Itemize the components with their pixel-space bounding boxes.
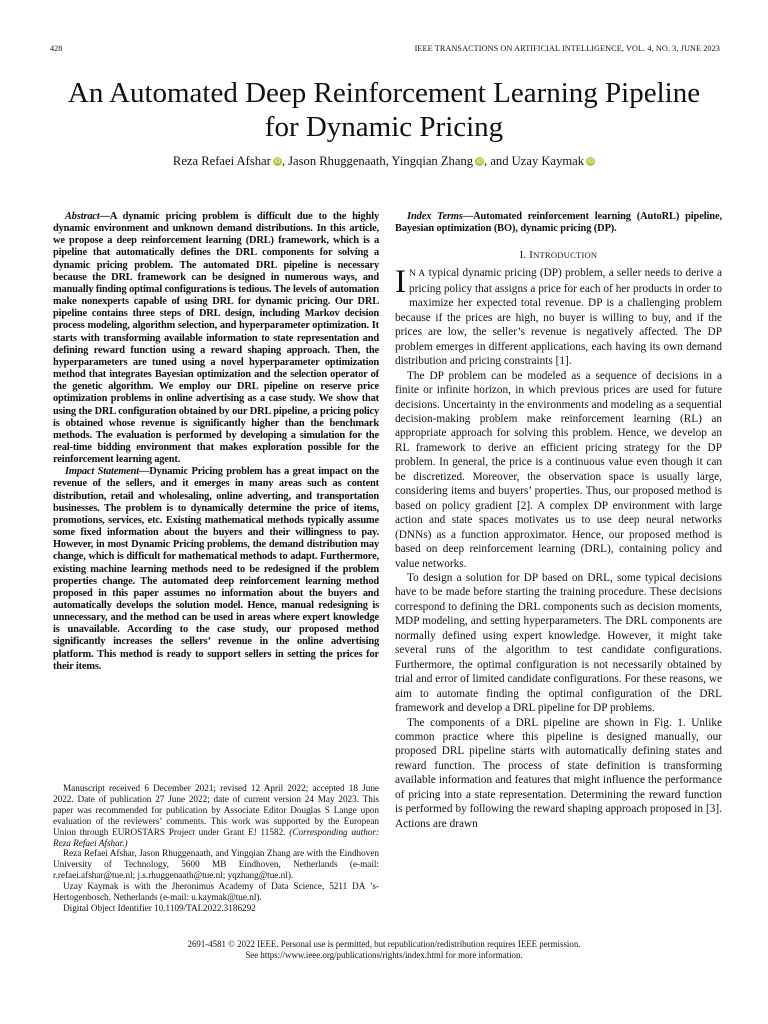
author-1: Reza Refaei Afshar xyxy=(172,154,271,168)
orcid-icon[interactable]: iD xyxy=(274,158,281,165)
abstract xyxy=(53,211,379,466)
section-title-initial: I xyxy=(529,249,534,262)
impact-statement xyxy=(53,466,379,673)
index-terms-label: Index Terms xyxy=(407,211,463,222)
footnote-doi: Digital Object Identifier 10.1109/TAI.2022.3186292 xyxy=(63,902,256,913)
page-number: 428 xyxy=(50,44,63,53)
footnote-affiliation-2: Uzay Kaymak is with the Jheronimus Academy of Data Science, 5211 DA ’s-Hertogenbosch, Netherlands (e-mail: u.kaymak@tue.nl). xyxy=(53,881,379,903)
section-number: I. xyxy=(519,249,530,262)
copyright-line: 2691-4581 © 2022 IEEE. Personal use is permitted, but republication/redistribution requires IEEE permission. xyxy=(187,939,581,949)
right-column xyxy=(395,211,722,831)
copyright-footer xyxy=(0,939,768,961)
rights-link-line: See https://www.ieee.org/publications/rights/index.html for more information. xyxy=(245,950,523,960)
left-column xyxy=(53,211,379,673)
footnotes xyxy=(53,783,379,914)
journal-name: IEEE TRANSACTIONS ON ARTIFICIAL INTELLIGENCE, VOL. 4, NO. 3, JUNE 2023 xyxy=(414,44,720,53)
author-2-3: , Jason Rhuggenaath, Yingqian Zhang xyxy=(281,154,474,168)
orcid-icon[interactable]: iD xyxy=(587,158,594,165)
abstract-label: Abstract xyxy=(65,211,100,222)
author-4: , and Uzay Kaymak xyxy=(484,154,585,168)
footnote-affiliation-1: Reza Refaei Afshar, Jason Rhuggenaath, and Yingqian Zhang are with the Eindhoven University of Technology, 5600 MB Eindhoven, Netherlands (e-mail: r.refaei.afshar@tue.nl; j.s.rhuggenaath@tue.nl; yqzhang@tue.nl). xyxy=(53,848,379,881)
intro-smallcaps: N A xyxy=(409,269,426,280)
intro-paragraph-1 xyxy=(395,266,722,368)
footnote-manuscript-text: Manuscript received 6 December 2021; revised 12 April 2022; accepted 18 June 2022. Date of publication 27 June 2022; date of current version 24 May 2023. This paper was recommended for publication by Associate Editor Douglas S Lange upon evaluation of the reviewers’ comments. This work was supported by the European Union through EUROSTARS Project under Grant E! 11582. xyxy=(53,783,379,837)
impact-label: Impact Statement xyxy=(65,466,139,478)
orcid-icon[interactable]: iD xyxy=(476,158,483,165)
intro-paragraph-3: To design a solution for DP based on DRL, some typical decisions have to be made before starting the training procedure. These decisions correspond to defining the DRL components such as decision moments, MDP modeling, and setting hyperparameters. The DRL components are normally defined using expert knowledge. However, it might take several runs of the algorithm to test candidate configurations. Furthermore, the optimal configuration is not necessarily obtained by trial and error of limited candidate configurations. For these reasons, we aim to automate finding the optimal configuration of the DRL framework and develop a DRL pipeline for DP problems. xyxy=(395,571,722,715)
corresponding-author: (Corresponding author: Reza Refaei Afshar.) xyxy=(53,826,380,848)
abstract-text: —A dynamic pricing problem is difficult due to the highly dynamic environment and unknown demand distributions. In this article, we propose a deep reinforcement learning (DRL) framework, which is a pipeline that automatically defines the DRL components for solving a dynamic pricing problem. The automated DRL pipeline is necessary because the DRL framework can be designed in numerous ways, and manually finding optimal configurations is tedious. The levels of automation make nonexperts capable of using DRL for dynamic pricing. Our DRL pipeline contains three steps of DRL design, including Markov decision process modeling, algorithm selection, and hyperparameter optimization. It starts with transforming available information to state representation and defining reward function using a reward shaping approach. Then, the hyperparameters are tuned using a novel hyperparameter optimization method that integrates Bayesian optimization and the selection operator of the genetic algorithm. We employ our DRL pipeline on reserve price optimization problems in online advertising as a case study. We show that using the DRL configuration obtained by our DRL pipeline, a pricing policy is obtained whose revenue is significantly higher than the benchmark methods. The evaluation is performed by developing a simulation for the real-time bidding environment that makes exploration possible for the reinforcement learning agent. xyxy=(53,211,379,466)
drop-cap: I xyxy=(395,264,406,301)
intro-paragraph-2: The DP problem can be modeled as a sequence of decisions in a finite or infinite horizon, in which previous prices are used for future decisions. Uncertainty in the environments and modeling as a sequential decision-making problem make reinforcement learning (RL) an appropriate approach for solving this problem. Hence, we develop an RL framework to derive an efficient pricing strategy for the DP problem. In general, the price is a continuous value even though it can be discretized. Moreover, the observation space is usually large, considering items and buyers’ properties. Thus, our proposed method is based on policy gradient [2]. A complex DP environment with large action and state spaces motivates us to use deep neural networks (DNNs) as a function approximator. Hence, our proposed method is based on deep reinforcement learning (DRL), containing policy and value networks. xyxy=(395,369,722,570)
index-terms xyxy=(395,211,722,235)
section-heading xyxy=(395,249,722,261)
intro-paragraph-4: The components of a DRL pipeline are shown in Fig. 1. Unlike common practice where this pipeline is designed manually, our proposed DRL pipeline starts with automatically defining states and reward function. The process of state definition is transforming available information and features that might influence the performance of pricing into a state representation. Determining the reward function is performed by following the reward shaping approach proposed in [3]. Actions are drawn xyxy=(395,716,722,830)
paper-title: An Automated Deep Reinforcement Learning Pipeline for Dynamic Pricing xyxy=(67,77,701,143)
impact-text: —Dynamic Pricing problem has a great impact on the revenue of the sellers, and it emerges in many areas such as content distribution, retail and wholesaling, online adverting, and transportation businesses. The problem is to dynamically determine the price of items, promotions, services, etc. Existing mathematical methods typically assume some fixed information about the buyers and their willingness to pay. However, in most Dynamic Pricing problems, the demand distribution may change, which is difficult for mathematical methods to adapt. Furthermore, existing machine learning methods need to be redesigned if the problem properties change. The automated deep reinforcement learning method proposed in this paper assumes no information about the buyers and automatically develops the solution model. Hence, manual redesigning is unnecessary, and the method can be used in areas where expert knowledge is unavailable. According to the case study, our proposed method significantly increases the sellers’ revenue in the online advertising platform. This method is ready to support sellers in setting the prices for their items. xyxy=(53,466,379,672)
intro-p1-text: typical dynamic pricing (DP) problem, a seller needs to derive a pricing policy that assigns a price for each of her products in order to maximize her expected total revenue. DP is a challenging problem because if the prices are high, no buyer is willing to buy, and if the prices are low, the seller’s revenue is negatively affected. The DP problem emerges in different applications, each having its own demand distribution and pricing constraints [1]. xyxy=(395,267,722,368)
section-title-rest: NTRODUCTION xyxy=(533,250,598,261)
author-list xyxy=(40,154,728,169)
index-terms-text: —Automated reinforcement learning (AutoRL) pipeline, Bayesian optimization (BO), dynamic pricing (DP). xyxy=(395,211,722,235)
footnote-manuscript xyxy=(53,783,379,848)
